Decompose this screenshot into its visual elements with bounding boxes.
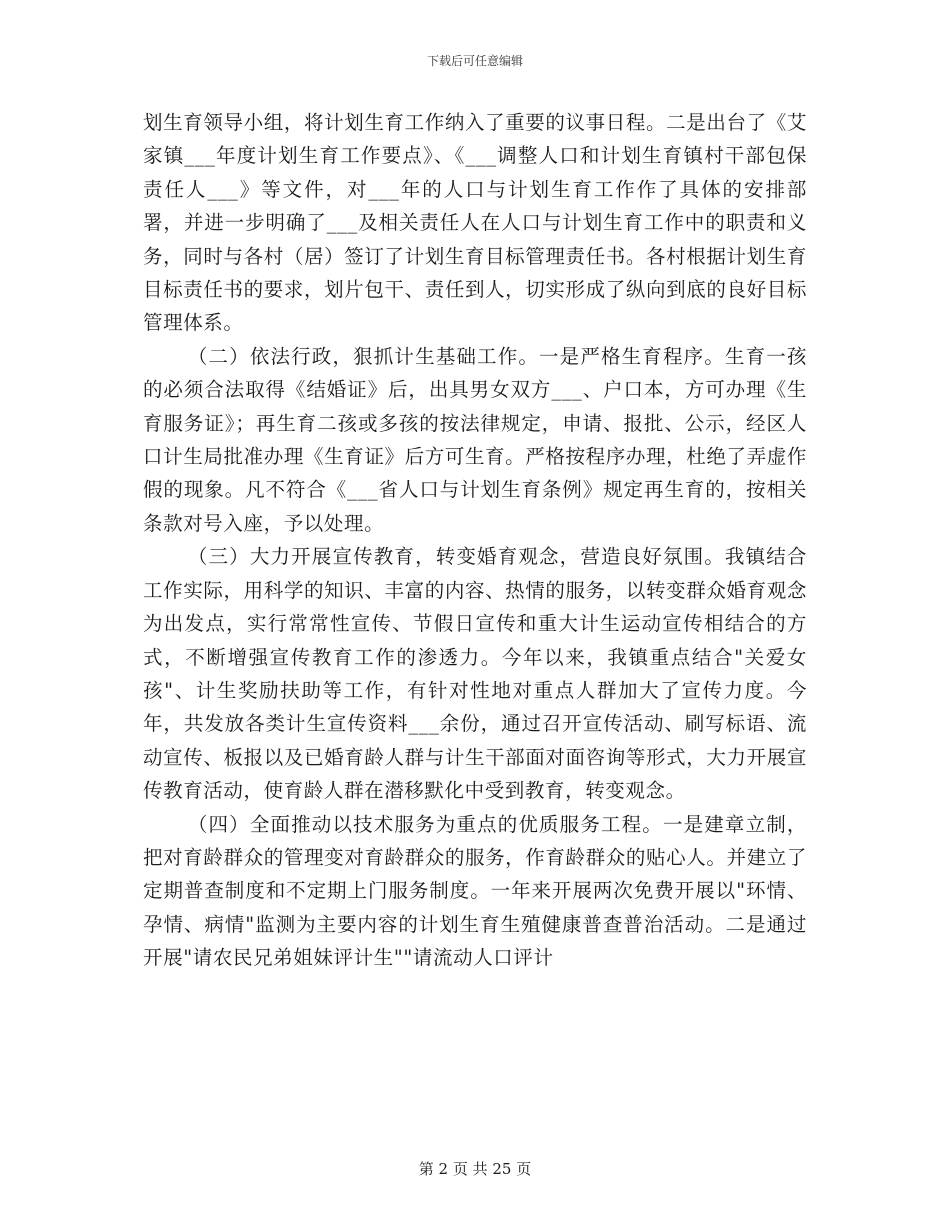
document-body: [143, 106, 807, 975]
page-header: 下载后可任意编辑: [426, 54, 523, 68]
paragraph-3: （三）大力开展宣传教育，转变婚育观念，营造良好氛围。我镇结合工作实际，用科学的知识、丰富的内容、热情的服务，以转变群众婚育观念为出发点，实行常常性宣传、节假日宣传和重大计生运动宣传相结合的方式，不断增强宣传教育工作的渗透力。今年以来，我镇重点结合"关爱女孩"、计生奖励扶助等工作，有针对性地对重点人群加大了宣传力度。今年，共发放各类计生宣传资料___余份，通过召开宣传活动、刷写标语、流动宣传、板报以及已婚育龄人群与计生干部面对面咨询等形式，大力开展宣传教育活动，使育龄人群在潜移默化中受到教育，转变观念。: [143, 545, 807, 803]
paragraph-1: 划生育领导小组，将计划生育工作纳入了重要的议事日程。二是出台了《艾家镇___年度计划生育工作要点》、《___调整人口和计划生育镇村干部包保责任人___》等文件，对___年的人口与计划生育工作作了具体的安排部署，并进一步明确了___及相关责任人在人口与计划生育工作中的职责和义务，同时与各村（居）签订了计划生育目标管理责任书。各村根据计划生育目标责任书的要求，划片包干、责任到人，切实形成了纵向到底的良好目标管理体系。: [143, 111, 807, 335]
paragraph-4: （四）全面推动以技术服务为重点的优质服务工程。一是建章立制，把对育龄群众的管理变对育龄群众的服务，作育龄群众的贴心人。并建立了定期普查制度和不定期上门服务制度。一年来开展两次免费开展以"环情、孕情、病情"监测为主要内容的计划生育生殖健康普查普治活动。二是通过开展"请农民兄弟姐妹评计生""请流动人口评计: [143, 812, 807, 970]
paragraph-2: （二）依法行政，狠抓计生基础工作。一是严格生育程序。生育一孩的必须合法取得《结婚证》后，出具男女双方___、户口本，方可办理《生育服务证》；再生育二孩或多孩的按法律规定，申请、报批、公示，经区人口计生局批准办理《生育证》后方可生育。严格按程序办理，杜绝了弄虚作假的现象。凡不符合《___省人口与计划生育条例》规定再生育的，按相关条款对号入座，予以处理。: [143, 344, 807, 535]
page-footer: 第 2 页 共 25 页: [418, 1160, 532, 1178]
